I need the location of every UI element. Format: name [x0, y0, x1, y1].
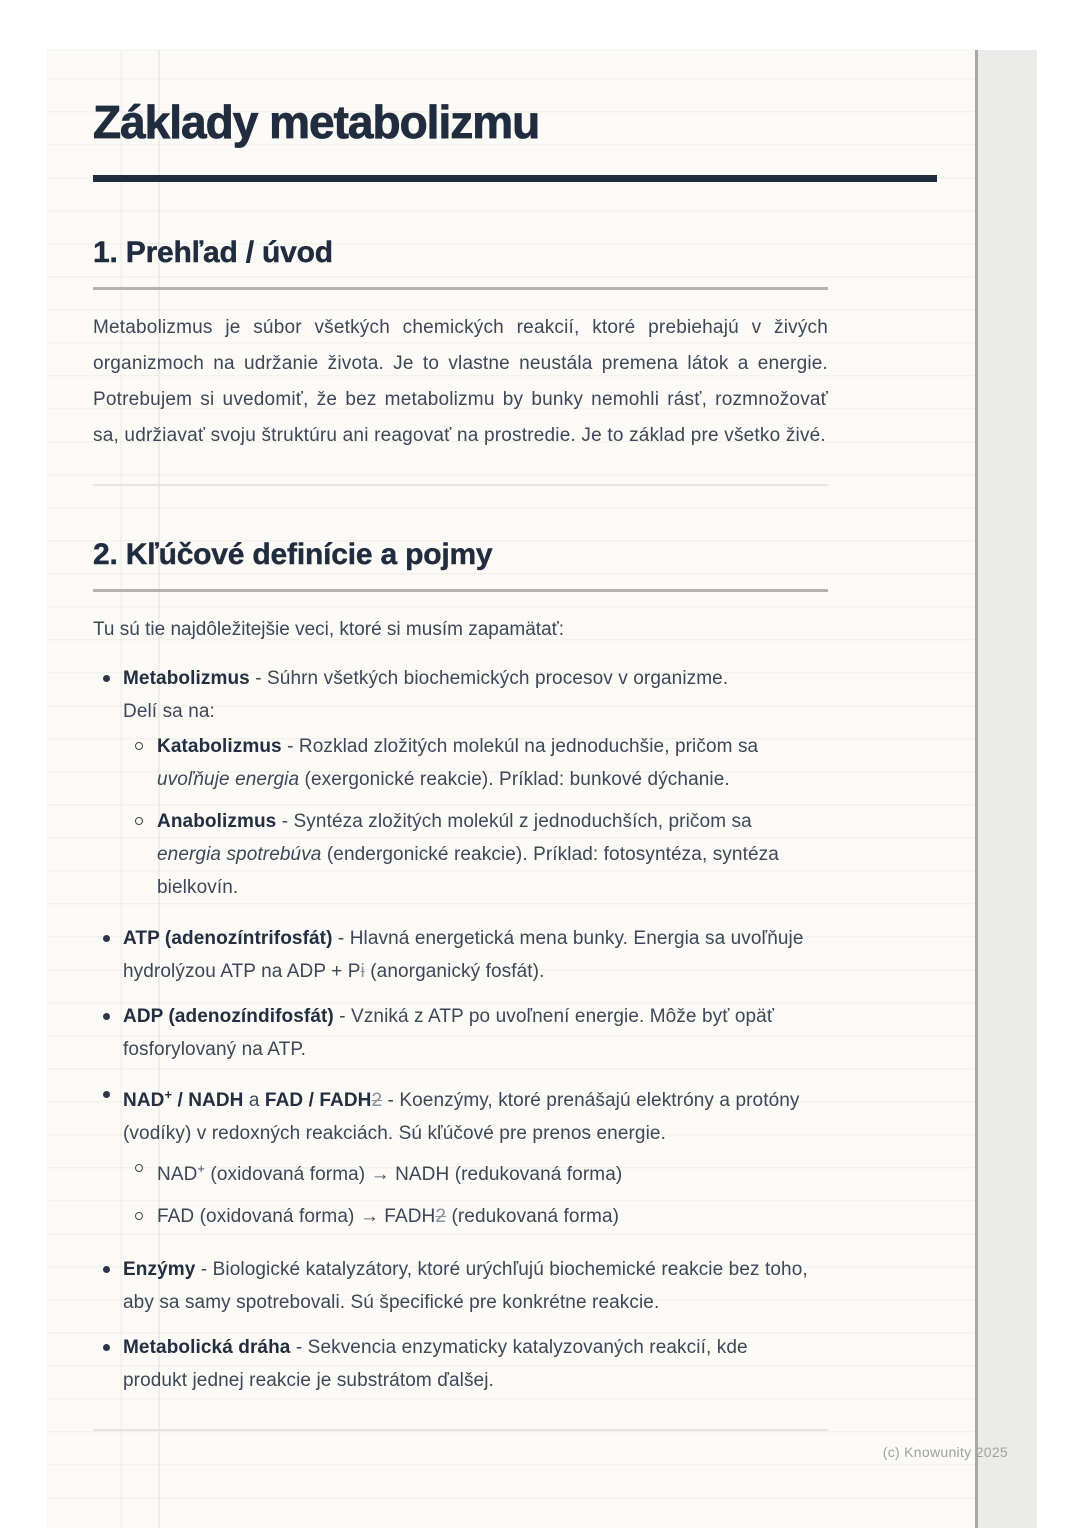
list-item-text [157, 1206, 619, 1227]
list-item-text-segment: Katabolizmus [157, 736, 282, 757]
section-definitions [48, 536, 975, 1397]
list-item-text [123, 1259, 808, 1313]
list-item-text-segment: - Hlavná energetická mena bunky. Energia sa uvoľňuje hydrolýzou ATP na ADP + P [123, 928, 804, 982]
list-item-text-segment: Delí sa na: [123, 701, 215, 722]
section-2-rule [93, 589, 828, 592]
list-item-text [157, 1161, 623, 1185]
sub-list [135, 1152, 806, 1233]
section-1-rule [93, 287, 828, 290]
list-item-text-segment: NAD [157, 1164, 198, 1185]
list-item-text-segment: - Súhrn všetkých biochemických procesov v organizme. [249, 668, 729, 689]
list-item-text-segment: / NADH [172, 1090, 244, 1111]
title-divider [93, 175, 937, 182]
list-item [103, 1000, 808, 1066]
list-item-text-segment: FAD / FADH [264, 1090, 372, 1111]
bullet-circle-icon [135, 1164, 143, 1172]
definitions-list [103, 662, 808, 1397]
list-item-text-segment: - Syntéza zložitých molekúl z jednoduchších, pričom sa [276, 811, 752, 832]
list-item-text-segment: Metabolická dráha [123, 1337, 291, 1358]
list-item [103, 662, 808, 904]
section-2-heading: 2. Kľúčové definície a pojmy [93, 538, 493, 571]
list-item [135, 730, 806, 796]
bullet-dot-icon [103, 1344, 110, 1351]
section-divider [93, 484, 828, 486]
section-overview [48, 234, 975, 454]
list-item-text-segment: FAD (oxidovaná forma) → FADH [157, 1206, 436, 1227]
bullet-dot-icon [103, 935, 110, 942]
list-item-text-segment: (oxidovaná forma) → NADH (redukovaná forma) [205, 1164, 623, 1185]
list-item-text-segment: - Rozklad zložitých molekúl na jednoduchšie, pričom sa [281, 736, 759, 757]
list-item-text-segment: Anabolizmus [157, 811, 277, 832]
list-item [103, 1078, 808, 1233]
list-item-text-segment: Metabolizmus [123, 668, 250, 689]
watermark: (c) Knowunity 2025 [882, 1444, 1008, 1460]
list-item [103, 922, 808, 988]
bullet-dot-icon [103, 675, 110, 682]
list-item-text [123, 1337, 748, 1391]
list-item-text [123, 668, 728, 722]
list-item-text-segment: - Sekvencia enzymaticky katalyzovaných reakcií, kde produkt jednej reakcie je substrátom ďalšej. [123, 1337, 748, 1391]
definitions-intro: Tu sú tie najdôležitejšie veci, ktoré si musím zapamätať: [93, 619, 565, 640]
list-item-text-segment: - Vzniká z ATP po uvoľnení energie. Môže byť opäť fosforylovaný na ATP. [123, 1006, 775, 1060]
bullet-dot-icon [103, 1013, 110, 1020]
list-item-text [157, 736, 758, 790]
list-item-text [123, 1087, 800, 1144]
page-edge-strip [975, 50, 1037, 1528]
list-item-text [123, 928, 804, 982]
sub-list [135, 730, 806, 904]
list-item-text-segment: 2 [371, 1090, 383, 1111]
list-item-text-segment: (redukovaná forma) [446, 1206, 620, 1227]
notes-page [48, 50, 975, 1528]
bullet-circle-icon [135, 1212, 143, 1220]
list-item [135, 1200, 806, 1233]
bullet-dot-icon [103, 1266, 110, 1273]
list-item-text-segment: NAD [123, 1090, 165, 1111]
list-item-text-segment: (anorganický fosfát). [364, 961, 545, 982]
list-item-text-segment: Enzýmy [123, 1259, 196, 1280]
list-item [135, 805, 806, 904]
list-item-text-segment: - Biologické katalyzátory, ktoré urýchľujú biochemické reakcie bez toho, aby sa samy spotrebovali. Sú špecifické pre konkrétne reakcie. [123, 1259, 808, 1313]
list-item-text-segment: ATP (adenozíntrifosfát) [123, 928, 333, 949]
list-item-text-segment: (endergonické reakcie). Príklad: fotosyntéza, syntéza bielkovín. [157, 844, 779, 898]
page-title: Základy metabolizmu [93, 96, 540, 148]
list-item-text-segment: a [243, 1090, 265, 1111]
bullet-circle-icon [135, 817, 143, 825]
list-item-text-segment: + [164, 1087, 173, 1102]
list-item-text-segment: + [197, 1161, 206, 1176]
list-item-text-segment: ADP (adenozíndifosfát) [123, 1006, 334, 1027]
list-item [135, 1152, 806, 1191]
list-item-text [123, 1006, 774, 1060]
bullet-circle-icon [135, 742, 143, 750]
list-item-text-segment: energia spotrebúva [157, 844, 322, 865]
list-item [103, 1331, 808, 1397]
list-item-text-segment: - Koenzýmy, ktoré prenášajú elektróny a protóny (vodíky) v redoxných reakciách. Sú kľúčové pre prenos energie. [123, 1090, 800, 1144]
list-item-text-segment: (exergonické reakcie). Príklad: bunkové dýchanie. [299, 769, 730, 790]
list-item [103, 1253, 808, 1319]
list-item-text-segment: uvoľňuje energia [157, 769, 300, 790]
section-1-heading: 1. Prehľad / úvod [93, 236, 333, 269]
list-item-text-segment: 2 [435, 1206, 447, 1227]
list-item-text-segment: i [360, 961, 365, 982]
bottom-divider [93, 1429, 828, 1431]
overview-paragraph: Metabolizmus je súbor všetkých chemických reakcií, ktoré prebiehajú v živých organizmoch na udržanie života. Je to vlastne neustála premena látok a energie. Potrebujem si uvedomiť, že bez metabolizmu by bunky nemohli rásť, rozmnožovať sa, udržiavať svoju štruktúru ani reagovať na prostredie. Je to základ pre všetko živé. [93, 317, 828, 446]
bullet-dot-icon [103, 1091, 110, 1098]
list-item-text [157, 811, 779, 898]
